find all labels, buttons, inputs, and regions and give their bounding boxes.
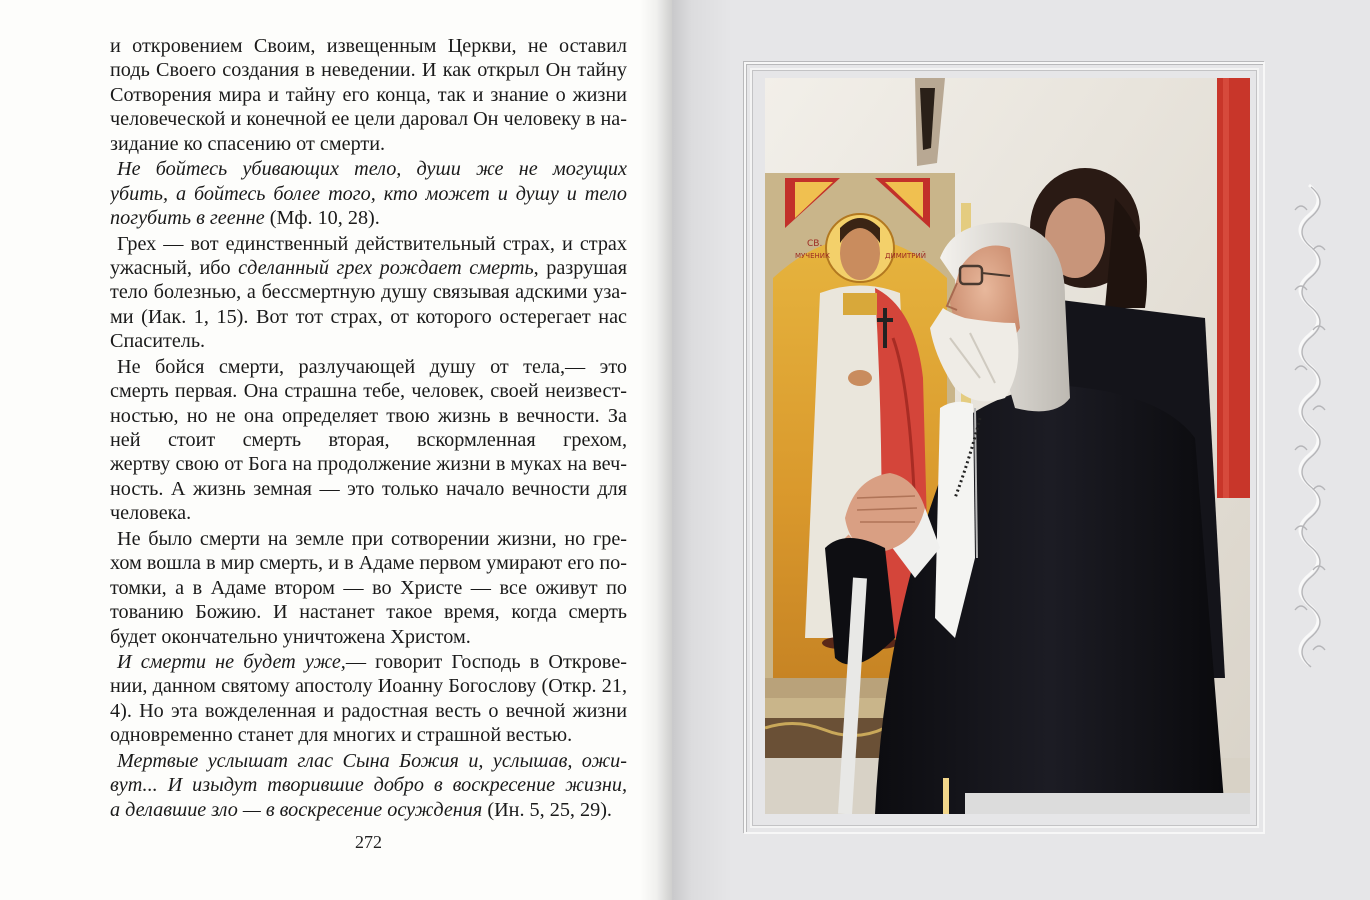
text-run: человеческой и конечной ее цели даровал Он человеку в на- bbox=[110, 108, 627, 131]
icon-inscription-1: СВ. bbox=[807, 239, 823, 249]
paragraph bbox=[110, 527, 627, 649]
text-run: Сотворения мира и тайну его конца, так и знание о жизни bbox=[110, 83, 627, 106]
text-line bbox=[110, 650, 627, 674]
text-line bbox=[110, 773, 627, 797]
text-run: зидание ко спасению от смерти. bbox=[110, 132, 386, 155]
text-line bbox=[110, 674, 627, 698]
paragraph bbox=[110, 749, 627, 822]
italic-run: Мертвые услышат глас Сына Божия и, услышав, ожи- bbox=[117, 749, 627, 772]
gutter-shadow bbox=[640, 0, 672, 900]
text-line bbox=[110, 576, 627, 600]
text-line bbox=[110, 477, 627, 501]
text-run: (Мф. 10, 28). bbox=[264, 207, 380, 230]
text-line bbox=[110, 379, 627, 403]
text-line bbox=[110, 501, 627, 525]
text-run: жертву свою от Бога на продолжение жизни в муках на веч- bbox=[110, 453, 627, 476]
paragraph bbox=[110, 232, 627, 354]
text-run: Не было смерти на земле при сотворении жизни, но гре- bbox=[117, 527, 627, 550]
text-line bbox=[110, 34, 627, 58]
text-line bbox=[110, 428, 627, 452]
text-line bbox=[110, 551, 627, 575]
paragraph bbox=[110, 157, 627, 230]
text-line bbox=[110, 329, 627, 353]
text-line bbox=[110, 305, 627, 329]
italic-run: Не бойтесь убивающих тело, души же не могущих bbox=[117, 158, 627, 181]
text-run: ностью, но не она определяет твою жизнь в вечности. За bbox=[110, 404, 627, 427]
italic-run: И смерти не будет уже, bbox=[117, 651, 346, 674]
text-line bbox=[110, 404, 627, 428]
icon-inscription-3: ДИМИТРИЙ bbox=[885, 252, 926, 260]
icon-inscription-2: МУЧЕНИК bbox=[795, 252, 830, 260]
text-run: ность. А жизнь земная — это только начало вечности для bbox=[110, 477, 627, 500]
italic-run: погубить в геенне bbox=[110, 207, 265, 230]
text-line bbox=[110, 157, 627, 181]
italic-run: сделанный грех рождает смерть bbox=[238, 256, 534, 279]
paragraph bbox=[110, 650, 627, 748]
text-run: человека. bbox=[110, 502, 192, 525]
text-line bbox=[110, 182, 627, 206]
text-run: томки, а в Адаме втором — во Христе — все оживут по bbox=[110, 576, 627, 599]
text-line bbox=[110, 232, 627, 256]
text-line bbox=[110, 83, 627, 107]
ornament-pattern bbox=[1287, 180, 1331, 670]
text-run: ужасный, ибо bbox=[110, 256, 239, 279]
text-run: Не бойся смерти, разлучающей душу от тела,— это bbox=[117, 355, 627, 378]
italic-run: а делавшие зло — в воскресение осуждения bbox=[110, 798, 483, 821]
text-line bbox=[110, 699, 627, 723]
text-line bbox=[110, 355, 627, 379]
italic-run: убить, а бойтесь более того, кто может и душу и тело bbox=[110, 182, 627, 205]
text-run: , разрушая bbox=[533, 256, 627, 279]
text-run: Грех — вот единственный действительный страх, и страх bbox=[117, 232, 627, 255]
text-run: хом вошла в мир смерть, и в Адаме первом умирают его по- bbox=[110, 552, 627, 575]
page-number: 272 bbox=[355, 832, 382, 852]
text-line bbox=[110, 132, 627, 156]
text-run: тованию Божию. И настанет такое время, когда смерть bbox=[110, 601, 627, 624]
italic-run: вут... И изыдут творившие добро в воскресение жизни, bbox=[110, 774, 627, 797]
text-run: 4). Но эта вожделенная и радостная весть о вечной жизни bbox=[110, 699, 627, 722]
text-run: Спаситель. bbox=[110, 330, 206, 353]
text-line bbox=[110, 625, 627, 649]
text-line bbox=[110, 280, 627, 304]
left-page bbox=[0, 0, 672, 900]
paragraph bbox=[110, 355, 627, 526]
text-line bbox=[110, 58, 627, 82]
text-line bbox=[110, 452, 627, 476]
text-line bbox=[110, 600, 627, 624]
body-text bbox=[110, 34, 627, 822]
text-run: (Ин. 5, 25, 29). bbox=[482, 798, 612, 821]
text-run: тело болезнью, а бессмертную душу связывая адскими уза- bbox=[110, 281, 627, 304]
paragraph bbox=[110, 34, 627, 156]
text-line bbox=[110, 256, 627, 280]
photo-priest-praying bbox=[765, 78, 1250, 814]
text-line bbox=[110, 723, 627, 747]
text-run: смерть первая. Она страшна тебе, человек, своей неизвест- bbox=[110, 380, 627, 403]
text-line bbox=[110, 749, 627, 773]
embossed-ornament bbox=[1287, 180, 1331, 670]
text-run: будет окончательно уничтожена Христом. bbox=[110, 625, 471, 648]
text-line bbox=[110, 527, 627, 551]
text-run: подь Своего создания в неведении. И как открыл Он тайну bbox=[110, 59, 627, 82]
text-run: ми (Иак. 1, 15). Вот тот страх, от которого остерегает нас bbox=[110, 305, 627, 328]
text-run: ней стоит смерть вторая, вскормленная грехом, bbox=[110, 429, 627, 452]
photo-illustration bbox=[765, 78, 1250, 814]
text-run: нии, данном святому апостолу Иоанну Богослову (Откр. 21, bbox=[110, 675, 627, 698]
text-run: — говорит Господь в Откровe- bbox=[345, 651, 627, 674]
text-run: и откровением Своим, извещенным Церкви, не оставил bbox=[110, 35, 627, 57]
text-run: одновременно станет для многих и страшной вестью. bbox=[110, 724, 573, 747]
text-line bbox=[110, 798, 627, 822]
text-line bbox=[110, 206, 627, 230]
text-line bbox=[110, 107, 627, 131]
